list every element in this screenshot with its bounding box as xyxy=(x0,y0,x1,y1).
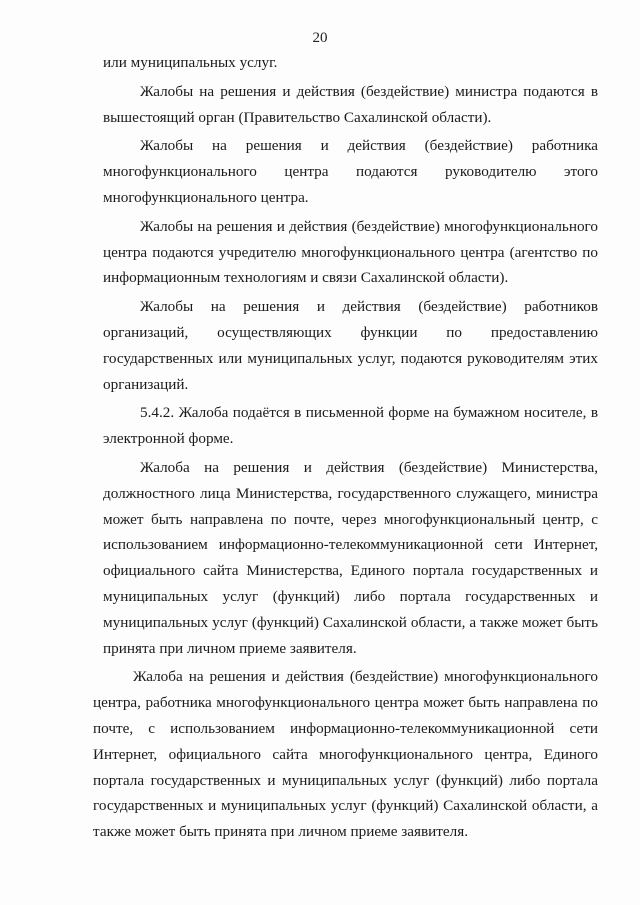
paragraph-ministry-complaint-channels: Жалоба на решения и действия (бездействие) Министерства, должностного лица Министерства, государственного служащего, министра может быть направлена по почте, через многофункциональный центр, с использованием информационно-телекоммуникационной сети Интернет, официального сайта Министерства, Единого портала государственных и муниципальных услуг (функций) либо портала государственных и муниципальных услуг (функций) Сахалинской области, а также может быть принята при личном приеме заявителя. xyxy=(103,458,598,657)
page-number: 20 xyxy=(312,30,328,46)
paragraph-mfc-employee-complaints: Жалобы на решения и действия (бездействие) работника многофункционального центра подаются руководителю этого многофункционального центра. xyxy=(103,137,598,206)
document-body xyxy=(93,50,598,848)
paragraph-mfc-complaint-channels: Жалоба на решения и действия (бездействие) многофункционального центра, работника многофункционального центра может быть направлена по почте, с использованием информационно-телекоммуникационной сети Интернет, официального сайта многофункционального центра, Единого портала государственных и муниципальных услуг (функций) либо портала государственных и муниципальных услуг (функций) Сахалинской области, а также может быть принята при личном приеме заявителя. xyxy=(93,668,598,841)
paragraph-continuation: или муниципальных услуг. xyxy=(103,54,278,71)
paragraph-mfc-complaints: Жалобы на решения и действия (бездействие) многофункционального центра подаются учредителю многофункционального центра (агентство по информационным технологиям и связи Сахалинской области). xyxy=(103,217,598,287)
paragraph-minister-complaints: Жалобы на решения и действия (бездействие) министра подаются в вышестоящий орган (Правительство Сахалинской области). xyxy=(103,82,598,126)
paragraph-organization-complaints: Жалобы на решения и действия (бездействие) работников организаций, осуществляющих функции по предоставлению государственных или муниципальных услуг, подаются руководителям этих организаций. xyxy=(103,298,598,393)
paragraph-5-4-2: 5.4.2. Жалоба подаётся в письменной форме на бумажном носителе, в электронной форме. xyxy=(103,404,598,448)
